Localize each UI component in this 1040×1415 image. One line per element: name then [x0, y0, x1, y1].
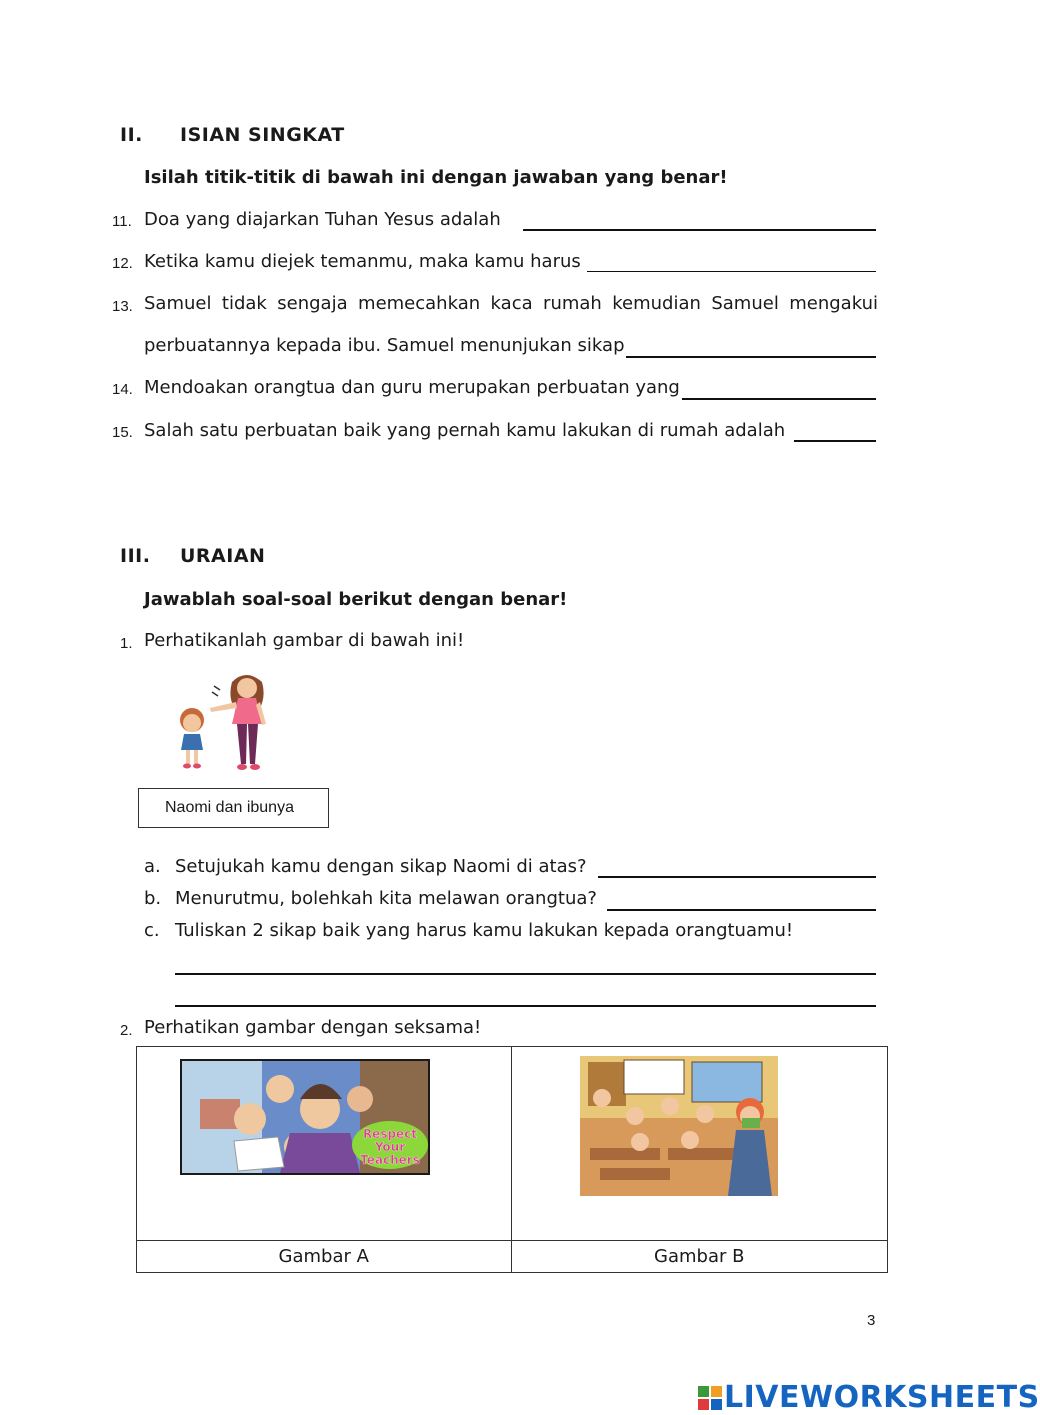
question-text: Ketika kamu diejek temanmu, maka kamu harus — [144, 251, 581, 272]
answer-blank-1a[interactable] — [598, 876, 876, 878]
answer-blank-15[interactable] — [794, 440, 876, 442]
question-text: Doa yang diajarkan Tuhan Yesus adalah — [144, 209, 501, 230]
question-number: 1. — [120, 635, 133, 652]
answer-line-1c-1[interactable] — [175, 973, 876, 975]
section-2-heading — [120, 124, 345, 146]
sub-question-text: Menurutmu, bolehkah kita melawan orangtua? — [175, 888, 597, 909]
mother-figure — [210, 675, 266, 770]
question-number: 12. — [112, 255, 133, 272]
answer-blank-12[interactable] — [587, 271, 876, 272]
liveworksheets-logo-icon — [698, 1386, 722, 1410]
noisy-classroom-picture — [580, 1056, 778, 1196]
brand-name: LIVEWORKSHEETS — [724, 1380, 1040, 1415]
sub-question-text: Tuliskan 2 sikap baik yang harus kamu lakukan kepada orangtuamu! — [175, 920, 794, 941]
section-3-title: URAIAN — [180, 545, 266, 567]
section-3-instruction: Jawablah soal-soal berikut dengan benar! — [144, 589, 568, 610]
picture-a-cell — [137, 1047, 512, 1241]
question-text: Perhatikanlah gambar di bawah ini! — [144, 630, 465, 651]
answer-line-1c-2[interactable] — [175, 1005, 876, 1007]
question-text: Salah satu perbuatan baik yang pernah kamu lakukan di rumah adalah — [144, 420, 786, 441]
question-number: 2. — [120, 1022, 133, 1039]
liveworksheets-logo — [698, 1380, 1040, 1415]
answer-blank-13[interactable] — [626, 356, 876, 358]
page-number: 3 — [867, 1312, 876, 1329]
sub-question-label: c. — [144, 920, 160, 941]
section-3-heading — [120, 545, 265, 567]
section-2-instruction: Isilah titik-titik di bawah ini dengan jawaban yang benar! — [144, 167, 728, 188]
question-text-continued: perbuatannya kepada ibu. Samuel menunjukan sikap — [144, 335, 625, 356]
question-number: 13. — [112, 298, 133, 315]
section-2-title: ISIAN SINGKAT — [180, 124, 345, 146]
question-text: Mendoakan orangtua dan guru merupakan perbuatan yang — [144, 377, 680, 398]
question-text: Perhatikan gambar dengan seksama! — [144, 1017, 482, 1038]
sub-question-text: Setujukah kamu dengan sikap Naomi di atas? — [175, 856, 587, 877]
sub-question-label: a. — [144, 856, 161, 877]
sub-question-label: b. — [144, 888, 162, 909]
answer-blank-14[interactable] — [682, 398, 876, 400]
picture-table — [136, 1046, 888, 1273]
question-number: 14. — [112, 381, 133, 398]
banner-word: Your — [374, 1140, 406, 1154]
question-text: Samuel tidak sengaja memecahkan kaca rumah kemudian Samuel mengakui — [144, 293, 878, 314]
picture-caption: Naomi dan ibunya — [138, 788, 329, 828]
question-number: 15. — [112, 424, 133, 441]
picture-a-label: Gambar A — [137, 1241, 512, 1273]
child-figure — [180, 708, 204, 769]
naomi-and-mother-illustration — [170, 668, 280, 774]
answer-blank-11[interactable] — [523, 229, 876, 231]
picture-b-label: Gambar B — [511, 1241, 888, 1273]
section-3-number: III. — [120, 545, 151, 567]
banner-word: Respect — [362, 1127, 418, 1141]
question-number: 11. — [112, 213, 132, 230]
picture-b-cell — [511, 1047, 888, 1241]
respect-teachers-picture — [180, 1059, 430, 1175]
section-2-number: II. — [120, 124, 143, 146]
banner-word: Teachers — [360, 1153, 420, 1167]
answer-blank-1b[interactable] — [607, 909, 876, 911]
